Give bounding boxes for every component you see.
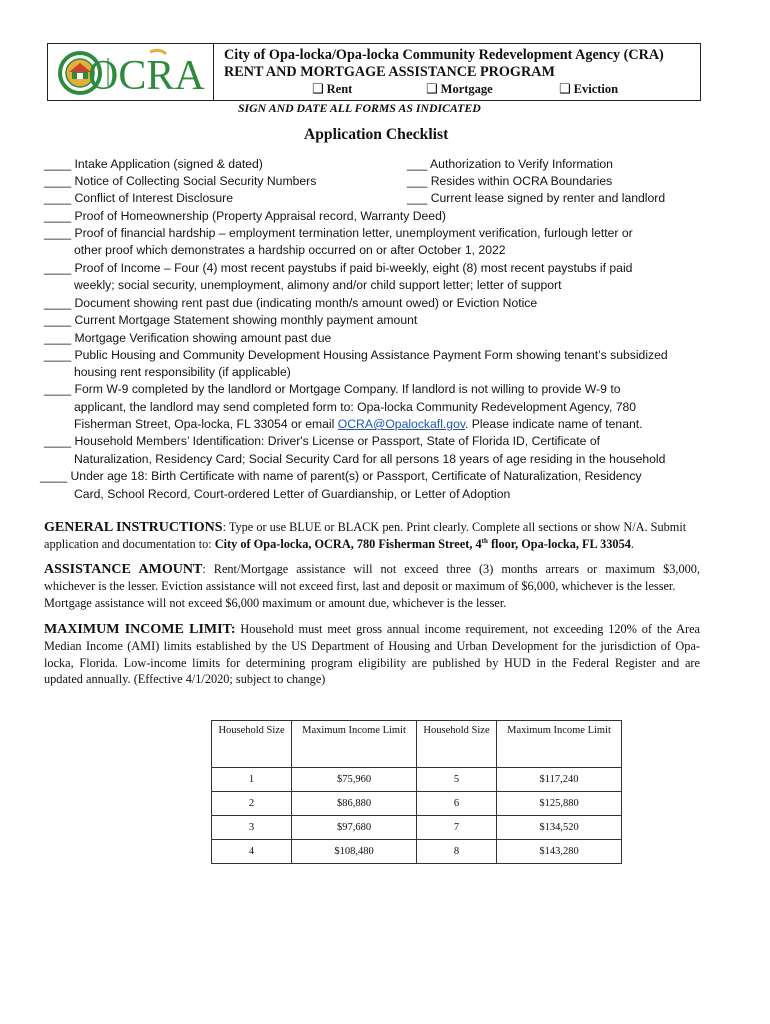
ocra-email-link[interactable]: OCRA@Opalockafl.gov: [337, 417, 466, 431]
submit-address: City of Opa-locka, OCRA, 780 Fisherman Street, 4th floor, Opa-locka, FL 33054: [214, 537, 631, 552]
assistance-amount-text: Mortgage assistance will not exceed $6,000 maximum or amount due, whichever is the lesser.: [44, 595, 507, 610]
table-header: Maximum Income Limit: [497, 721, 622, 768]
checklist-item: ____ Proof of Homeownership (Property Appraisal record, Warranty Deed): [44, 209, 446, 223]
ocra-logo: [54, 46, 208, 98]
table-header: Maximum Income Limit: [292, 721, 417, 768]
maximum-income-heading: MAXIMUM INCOME LIMIT:: [44, 622, 236, 637]
checklist-item: ____ Form W-9 completed by the landlord or Mortgage Company. If landlord is not willing to provide W-9 to: [44, 382, 621, 396]
program-title: RENT AND MORTGAGE ASSISTANCE PROGRAM: [224, 64, 555, 80]
table-cell: 2: [212, 792, 292, 816]
checklist-title: Application Checklist: [304, 126, 449, 143]
table-cell: 3: [212, 816, 292, 840]
checklist-item-continued: housing rent responsibility (if applicable): [74, 365, 291, 379]
maximum-income-text: locka, Florida. Low-income limits for determining program eligibility are published by HUD in the Federal Register and are: [44, 655, 700, 670]
checkbox-icon[interactable]: ❑: [559, 82, 571, 97]
table-cell: 6: [416, 792, 496, 816]
logo-cell: [48, 44, 214, 100]
checkbox-icon[interactable]: ❑: [426, 82, 438, 97]
general-instructions-heading: GENERAL INSTRUCTIONS: [44, 520, 223, 535]
table-cell: $86,880: [292, 792, 417, 816]
checklist-item: ____ Conflict of Interest Disclosure: [44, 191, 233, 205]
checklist-item: ____ Mortgage Verification showing amount past due: [44, 331, 332, 345]
general-instructions-text: : Type or use BLUE or BLACK pen. Print clearly. Complete all sections or show N/A. Submit: [222, 520, 687, 534]
assistance-amount-text: whichever is the lesser. Eviction assistance will not exceed first, last and deposit or maximum of $6,000, whichever is the lesser.: [44, 579, 676, 594]
assistance-amount-text: : Rent/Mortgage assistance will not exceed three (3) months arrears or maximum $3,000,: [202, 562, 701, 576]
table-cell: $134,520: [497, 816, 622, 840]
checklist-item-right: ___ Current lease signed by renter and landlord: [407, 191, 666, 205]
assistance-amount: [44, 561, 700, 611]
checklist-item-continued: applicant, the landlord may send completed form to: Opa-locka Community Redevelopment Agency, 780: [74, 400, 637, 414]
agency-title: City of Opa-locka/Opa-locka Community Redevelopment Agency (CRA): [224, 47, 664, 63]
checklist-item-right: ___ Resides within OCRA Boundaries: [407, 174, 613, 188]
checklist-item: ____ Household Members’ Identification: Driver's License or Passport, State of Florida ID, Certificate of: [44, 434, 600, 448]
checklist-item: ____ Proof of financial hardship – employment termination letter, unemployment verification, furlough letter or: [44, 226, 633, 240]
mortgage-option-label: Mortgage: [440, 82, 493, 96]
logo-wordmark: OCRA: [88, 53, 205, 98]
table-cell: 4: [212, 840, 292, 864]
checklist-item-continued: weekly; social security, unemployment, alimony and/or child support letter; letter of support: [74, 278, 562, 292]
table-cell: $108,480: [292, 840, 417, 864]
rent-option[interactable]: [312, 82, 352, 97]
checklist-item-continued: [74, 416, 643, 433]
maximum-income-text: Median Income (AMI) limits established by the US Department of Housing and Urban Development for the jurisdiction of Opa-: [44, 639, 700, 654]
table-cell: $125,880: [497, 792, 622, 816]
checklist-item: ____ Notice of Collecting Social Security Numbers: [44, 174, 317, 188]
title-cell: [214, 44, 700, 100]
table-cell: 5: [416, 768, 496, 792]
table-cell: $75,960: [292, 768, 417, 792]
rent-option-label: Rent: [326, 82, 353, 96]
checklist-item: ____ Proof of Income – Four (4) most recent paystubs if paid bi-weekly, eight (8) most recent paystubs if paid: [44, 261, 633, 275]
checklist-item-continued: Card, School Record, Court-ordered Letter of Guardianship, or Letter of Adoption: [74, 487, 511, 501]
assistance-type-options: [214, 82, 700, 98]
table-cell: $97,680: [292, 816, 417, 840]
table-row: [212, 816, 622, 840]
w9-address-text: Fisherman Street, Opa-locka, FL 33054 or email: [74, 417, 335, 431]
table-row: [212, 768, 622, 792]
header-box: [47, 43, 701, 101]
mortgage-option[interactable]: [426, 82, 493, 97]
checklist-item-continued: Naturalization, Residency Card; Social Security Card for all persons 18 years of age residing in the household: [74, 452, 666, 466]
sign-note: SIGN AND DATE ALL FORMS AS INDICATED: [238, 101, 481, 115]
table-cell: $117,240: [497, 768, 622, 792]
table-row: [212, 792, 622, 816]
checklist-item: ____ Current Mortgage Statement showing monthly payment amount: [44, 313, 418, 327]
eviction-option[interactable]: [559, 82, 618, 97]
checklist-item-right: ___ Authorization to Verify Information: [407, 157, 613, 171]
checklist-item: ____ Public Housing and Community Development Housing Assistance Payment Form showing tenant’s subsidized: [44, 348, 668, 362]
table-cell: 8: [416, 840, 496, 864]
checklist-item: ____ Intake Application (signed & dated): [44, 157, 263, 171]
checklist-item-continued: other proof which demonstrates a hardship occurred on or after October 1, 2022: [74, 243, 506, 257]
table-header-row: [212, 721, 622, 768]
w9-tenant-note: . Please indicate name of tenant.: [465, 417, 643, 431]
table-cell: 7: [416, 816, 496, 840]
maximum-income-text: updated annually. (Effective 4/1/2020; subject to change): [44, 671, 326, 686]
general-submit-text: application and documentation to:: [44, 537, 212, 552]
checkbox-icon[interactable]: ❑: [312, 82, 324, 97]
income-limit-table: [211, 720, 622, 864]
maximum-income-text: Household must meet gross annual income requirement, not exceeding 120% of the Area: [235, 622, 700, 636]
table-cell: $143,280: [497, 840, 622, 864]
eviction-option-label: Eviction: [573, 82, 619, 96]
general-instructions: GENERAL INSTRUCTIONS: Type or use BLUE or BLACK pen. Print clearly. Complete all sections or show N/A. Submit application and documentation to: City of Opa-locka, OCRA, 780 Fisherman Street, 4th floor, Opa-locka, FL 33054.: [44, 520, 687, 552]
table-cell: 1: [212, 768, 292, 792]
checklist-item: ____ Document showing rent past due (indicating month/s amount owed) or Eviction Notice: [44, 296, 538, 310]
maximum-income-limit: [44, 621, 700, 687]
assistance-amount-heading: ASSISTANCE AMOUNT: [44, 562, 203, 577]
table-header: Household Size: [212, 721, 292, 768]
table-row: [212, 840, 622, 864]
table-header: Household Size: [416, 721, 496, 768]
checklist-item: ____ Under age 18: Birth Certificate with name of parent(s) or Passport, Certificate of Naturalization, Residency: [40, 469, 642, 483]
